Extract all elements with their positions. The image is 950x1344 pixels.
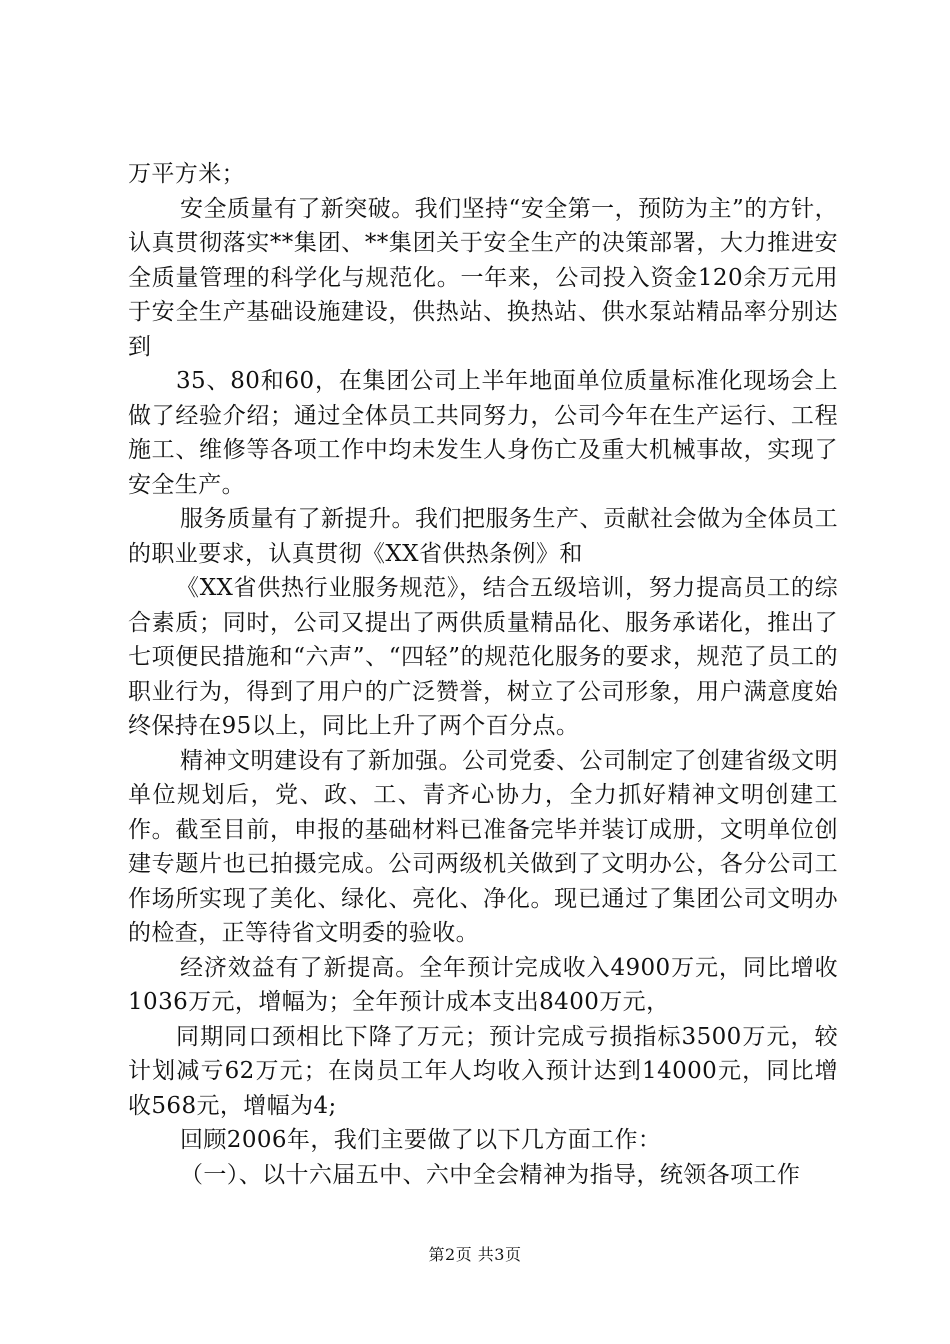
page-footer: 第2页 共3页 xyxy=(428,1245,522,1264)
document-body xyxy=(128,157,838,1192)
paragraph-10: （一）、以十六届五中、六中全会精神为指导，统领各项工作 xyxy=(180,1161,801,1188)
paragraph-7: 经济效益有了新提高。全年预计完成收入4900万元，同比增收1036万元，增幅为；全年预计成本支出8400万元， xyxy=(128,954,838,1015)
paragraph-1: 万平方米； xyxy=(128,161,245,187)
paragraph-3: 35、80和60，在集团公司上半年地面单位质量标准化现场会上做了经验介绍；通过全体员工共同努力，公司今年在生产运行、工程施工、维修等各项工作中均未发生人身伤亡及重大机械事故，实现了安全生产。 xyxy=(128,368,838,498)
paragraph-4: 服务质量有了新提升。我们把服务生产、贡献社会做为全体员工的职业要求，认真贯彻《XX省供热条例》和 xyxy=(128,506,838,567)
paragraph-9: 回顾2006年，我们主要做了以下几方面工作： xyxy=(180,1127,662,1153)
paragraph-8: 同期同口颈相比下降了万元；预计完成亏损指标3500万元，较计划减亏62万元；在岗员工年人均收入预计达到14000元，同比增收568元，增幅为4; xyxy=(128,1023,838,1119)
paragraph-5: 《XX省供热行业服务规范》，结合五级培训，努力提高员工的综合素质；同时，公司又提出了两供质量精品化、服务承诺化，推出了七项便民措施和“六声”、“四轻”的规范化服务的要求，规范了员工的职业行为，得到了用户的广泛赞誉，树立了公司形象，用户满意度始终保持在95以上，同比上升了两个百分点。 xyxy=(128,575,838,739)
paragraph-6: 精神文明建设有了新加强。公司党委、公司制定了创建省级文明单位规划后，党、政、工、青齐心协力，全力抓好精神文明创建工作。截至目前，申报的基础材料已准备完毕并装订成册，文明单位创建专题片也已拍摄完成。公司两级机关做到了文明办公，各分公司工作场所实现了美化、绿化、亮化、净化。现已通过了集团公司文明办的检查，正等待省文明委的验收。 xyxy=(128,747,838,946)
paragraph-2: 安全质量有了新突破。我们坚持“安全第一，预防为主”的方针，认真贯彻落实**集团、**集团关于安全生产的决策部署，大力推进安全质量管理的科学化与规范化。一年来，公司投入资金120余万元用于安全生产基础设施建设，供热站、换热站、供水泵站精品率分别达到 xyxy=(128,195,838,360)
